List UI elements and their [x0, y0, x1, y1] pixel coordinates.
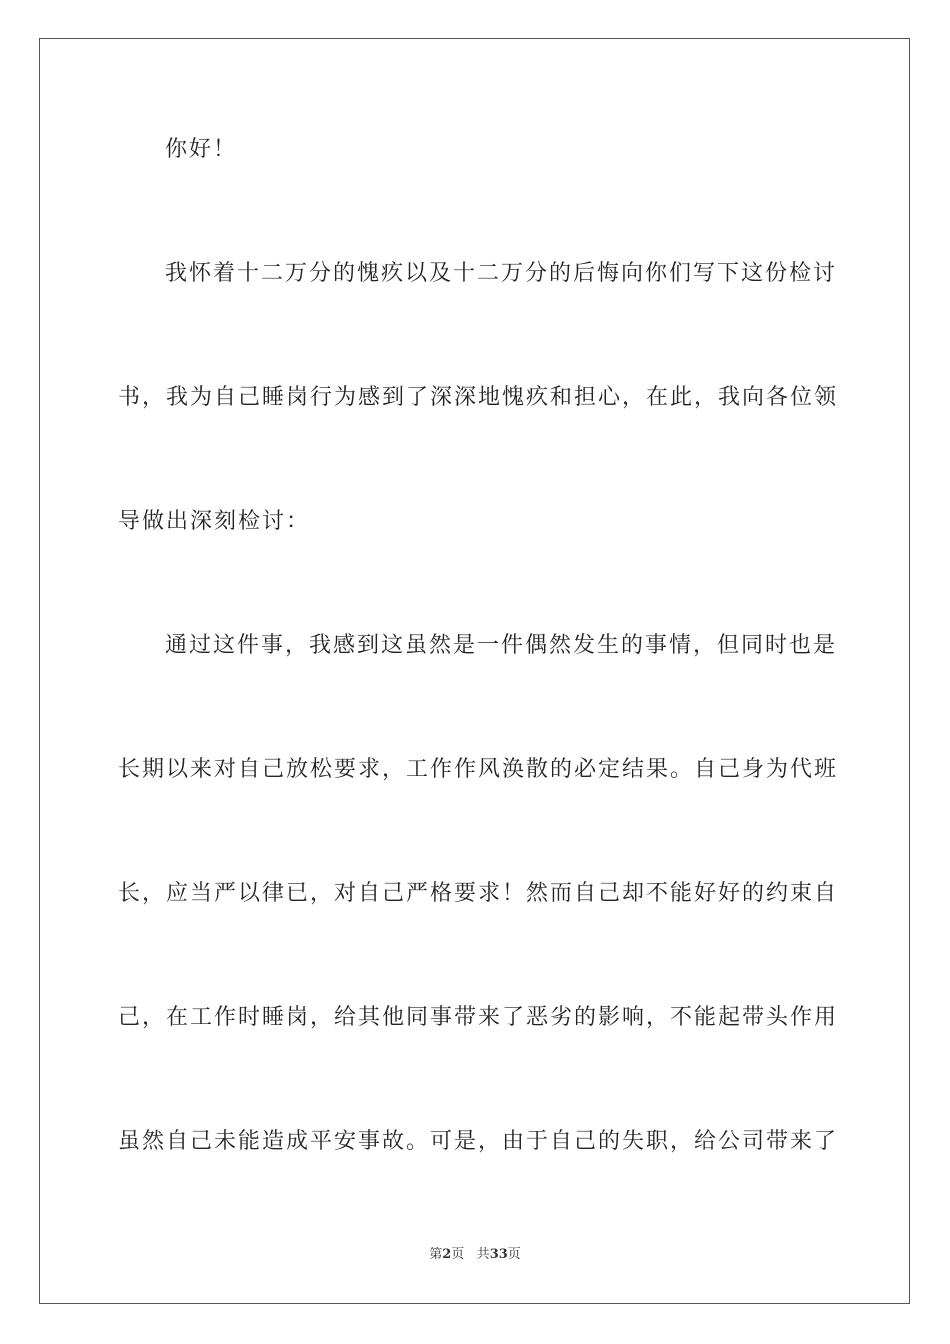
page-number: 2 — [442, 1247, 452, 1262]
page-border — [39, 38, 910, 1304]
greeting-line: 你好！ — [165, 137, 238, 162]
body-line-7: 己，在工作时睡岗，给其他同事带来了恶劣的影响，不能起带头作用 — [118, 1005, 839, 1030]
body-line-5: 长期以来对自己放松要求，工作作风涣散的必定结果。自己身为代班 — [118, 757, 839, 782]
body-line-8: 虽然自己未能造成平安事故。可是，由于自己的失职，给公司带来了 — [118, 1129, 839, 1154]
body-line-1: 我怀着十二万分的愧疚以及十二万分的后悔向你们写下这份检讨 — [165, 261, 838, 286]
page-suffix: 页 — [451, 1247, 465, 1262]
body-line-4: 通过这件事，我感到这虽然是一件偶然发生的事情，但同时也是 — [165, 633, 838, 658]
body-line-2: 书，我为自己睡岗行为感到了深深地愧疚和担心，在此，我向各位领 — [118, 385, 839, 410]
body-line-3: 导做出深刻检讨： — [118, 509, 311, 534]
page-footer — [0, 1247, 950, 1263]
total-pages: 33 — [489, 1247, 508, 1262]
body-line-6: 长，应当严以律已，对自己严格要求！然而自己却不能好好的约束自 — [118, 881, 839, 906]
total-prefix: 共 — [476, 1247, 490, 1262]
page-prefix: 第 — [429, 1247, 443, 1262]
total-suffix: 页 — [507, 1247, 521, 1262]
